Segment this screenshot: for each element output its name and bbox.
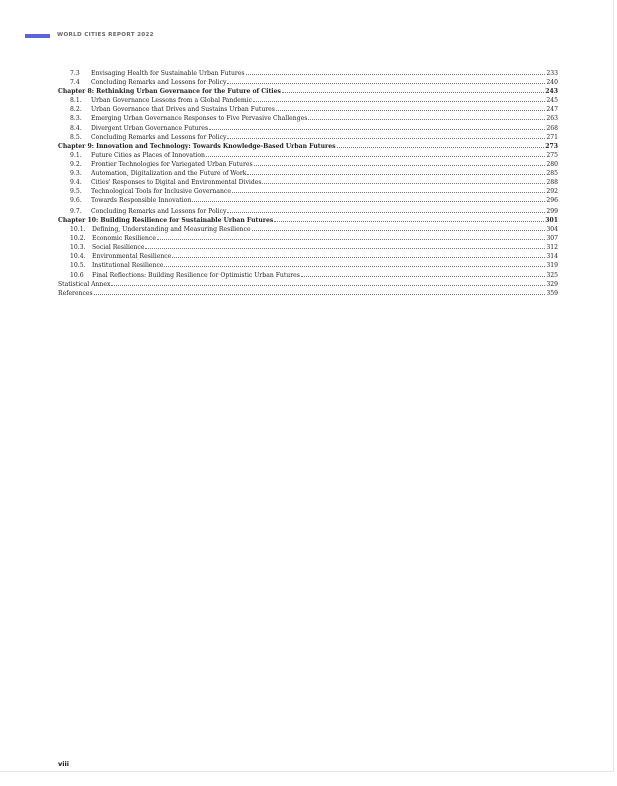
- toc-entry-number: 7.4: [70, 79, 80, 87]
- toc-entry[interactable]: [58, 78, 558, 87]
- dot-leader: [94, 289, 546, 295]
- toc-entry-title: References: [58, 289, 93, 297]
- toc-entry-title: Economic Resilience: [92, 235, 156, 243]
- dot-leader: [254, 160, 546, 166]
- toc-entry-number: 9.7.: [70, 207, 82, 215]
- header-accent-bar: [25, 34, 50, 38]
- toc-entry-title: Chapter 10: Building Resilience for Sustainable Urban Futures: [58, 217, 274, 224]
- toc-entry[interactable]: [58, 234, 558, 243]
- dot-leader: [262, 178, 545, 184]
- toc-entry[interactable]: [58, 114, 558, 123]
- toc-entry-number: 10.5.: [70, 262, 86, 270]
- toc-entry-number: 9.4.: [70, 179, 82, 187]
- toc-entry-number: 10.4.: [70, 253, 86, 261]
- dot-leader: [145, 243, 545, 249]
- toc-entry[interactable]: [58, 207, 558, 216]
- toc-entry-title: Chapter 9: Innovation and Technology: Towards Knowledge-Based Urban Futures: [58, 142, 336, 150]
- toc-chapter-entry[interactable]: [58, 142, 558, 151]
- toc-entry[interactable]: [58, 289, 558, 298]
- dot-leader: [253, 96, 545, 102]
- toc-entry-number: 7.3: [70, 70, 80, 77]
- toc-entry-page: 329: [546, 280, 558, 288]
- dot-leader: [192, 196, 545, 202]
- toc-entry-title: Frontier Technologies for Variegated Urban Futures: [91, 160, 253, 168]
- dot-leader: [227, 207, 545, 213]
- dot-leader: [301, 271, 545, 277]
- dot-leader: [227, 78, 545, 84]
- toc-entry[interactable]: [58, 252, 558, 261]
- toc-entry-number: 9.5.: [70, 188, 82, 196]
- toc-entry[interactable]: [58, 178, 558, 187]
- running-header: WORLD CITIES REPORT 2022: [57, 32, 154, 38]
- toc-entry[interactable]: [58, 196, 558, 205]
- toc-entry-title: Divergent Urban Governance Futures: [91, 124, 209, 132]
- toc-entry-page: 268: [546, 124, 558, 132]
- toc-entry-title: Concluding Remarks and Lessons for Policy: [91, 207, 227, 215]
- toc-entry[interactable]: [58, 261, 558, 270]
- toc-entry-page: 275: [546, 151, 558, 159]
- dot-leader: [282, 87, 544, 93]
- toc-entry-title: Automation, Digitalization and the Future of Work: [91, 170, 247, 178]
- toc-entry-number: 10.2.: [70, 235, 86, 243]
- toc-entry-page: 233: [546, 70, 558, 77]
- dot-leader: [227, 133, 545, 139]
- dot-leader: [209, 124, 545, 130]
- table-of-contents: [58, 69, 558, 298]
- toc-entry-title: Emerging Urban Governance Responses to Five Pervasive Challenges: [91, 115, 308, 123]
- toc-entry-page: 299: [546, 207, 558, 215]
- toc-entry-page: 273: [545, 142, 558, 150]
- toc-entry-page: 280: [546, 160, 558, 168]
- toc-entry-number: 8.5.: [70, 133, 82, 141]
- toc-entry-title: Envisaging Health for Sustainable Urban Futures: [91, 70, 245, 77]
- dot-leader: [247, 169, 545, 175]
- toc-entry[interactable]: [58, 96, 558, 105]
- dot-leader: [337, 142, 545, 148]
- toc-entry-title: Defining, Understanding and Measuring Resilience: [92, 226, 251, 234]
- toc-entry-number: 9.3.: [70, 170, 82, 178]
- toc-entry-page: 247: [546, 106, 558, 114]
- toc-entry[interactable]: [58, 69, 558, 78]
- toc-entry-page: 296: [546, 197, 558, 205]
- dot-leader: [274, 216, 544, 222]
- toc-entry[interactable]: [58, 124, 558, 133]
- toc-entry-number: 10.3.: [70, 244, 86, 252]
- toc-entry-page: 307: [546, 235, 558, 243]
- toc-entry[interactable]: [58, 187, 558, 196]
- toc-entry-page: 325: [546, 271, 558, 279]
- toc-entry-page: 263: [546, 115, 558, 123]
- dot-leader: [164, 261, 545, 267]
- toc-entry-page: 304: [546, 226, 558, 234]
- toc-entry-number: 10.1.: [70, 226, 86, 234]
- toc-entry-title: Urban Governance that Drives and Sustains Urban Futures: [91, 106, 275, 114]
- toc-entry[interactable]: [58, 225, 558, 234]
- toc-entry-number: 9.1.: [70, 151, 82, 159]
- toc-entry-page: 301: [545, 217, 558, 224]
- toc-entry-number: 8.1.: [70, 97, 82, 105]
- toc-entry-title: Concluding Remarks and Lessons for Policy: [91, 79, 227, 87]
- toc-entry[interactable]: [58, 133, 558, 142]
- toc-entry-page: 285: [546, 170, 558, 178]
- dot-leader: [232, 187, 545, 193]
- toc-entry[interactable]: [58, 160, 558, 169]
- toc-entry-number: 10.6: [70, 271, 84, 279]
- page-number: viii: [58, 760, 69, 768]
- toc-entry-title: Final Reflections: Building Resilience for Optimistic Urban Futures: [92, 271, 300, 279]
- toc-entry-page: 240: [546, 79, 558, 87]
- toc-entry-page: 271: [546, 133, 558, 141]
- toc-entry-title: Statistical Annex: [58, 280, 111, 288]
- dot-leader: [111, 280, 545, 286]
- toc-entry-number: 8.3.: [70, 115, 82, 123]
- toc-entry[interactable]: [58, 271, 558, 280]
- toc-entry-title: Environmental Resilience: [92, 253, 172, 261]
- dot-leader: [252, 225, 546, 231]
- toc-entry-page: 292: [546, 188, 558, 196]
- toc-entry[interactable]: [58, 280, 558, 289]
- toc-entry-number: 8.4.: [70, 124, 82, 132]
- toc-entry[interactable]: [58, 105, 558, 114]
- toc-entry-number: 8.2.: [70, 106, 82, 114]
- toc-entry-title: Urban Governance Lessons from a Global Pandemic: [91, 97, 253, 105]
- toc-entry-number: 9.6.: [70, 197, 82, 205]
- toc-entry-title: Cities' Responses to Digital and Environmental Divides: [91, 179, 262, 187]
- dot-leader: [276, 105, 545, 111]
- toc-entry-title: Social Resilience: [92, 244, 145, 252]
- toc-entry[interactable]: [58, 151, 558, 160]
- toc-entry-title: Concluding Remarks and Lessons for Policy: [91, 133, 227, 141]
- toc-entry-title: Chapter 8: Rethinking Urban Governance for the Future of Cities: [58, 88, 281, 96]
- dot-leader: [172, 252, 545, 258]
- toc-entry-title: Institutional Resilience: [92, 262, 164, 270]
- toc-entry-title: Towards Responsible Innovation: [91, 197, 192, 205]
- toc-entry-page: 243: [545, 88, 558, 96]
- toc-entry-title: Future Cities as Places of Innovation: [91, 151, 205, 159]
- toc-entry-page: 288: [546, 179, 558, 187]
- toc-entry-page: 319: [546, 262, 558, 270]
- toc-entry-page: 245: [546, 97, 558, 105]
- dot-leader: [308, 114, 545, 120]
- dot-leader: [246, 69, 546, 75]
- toc-entry-page: 314: [546, 253, 558, 261]
- toc-chapter-entry[interactable]: [58, 216, 558, 225]
- toc-chapter-entry[interactable]: [58, 87, 558, 96]
- toc-entry-number: 9.2.: [70, 160, 82, 168]
- toc-entry[interactable]: [58, 169, 558, 178]
- dot-leader: [157, 234, 545, 240]
- toc-entry-title: Technological Tools for Inclusive Governance: [91, 188, 231, 196]
- dot-leader: [206, 151, 545, 157]
- toc-entry[interactable]: [58, 243, 558, 252]
- toc-entry-page: 359: [546, 289, 558, 297]
- toc-entry-page: 312: [546, 244, 558, 252]
